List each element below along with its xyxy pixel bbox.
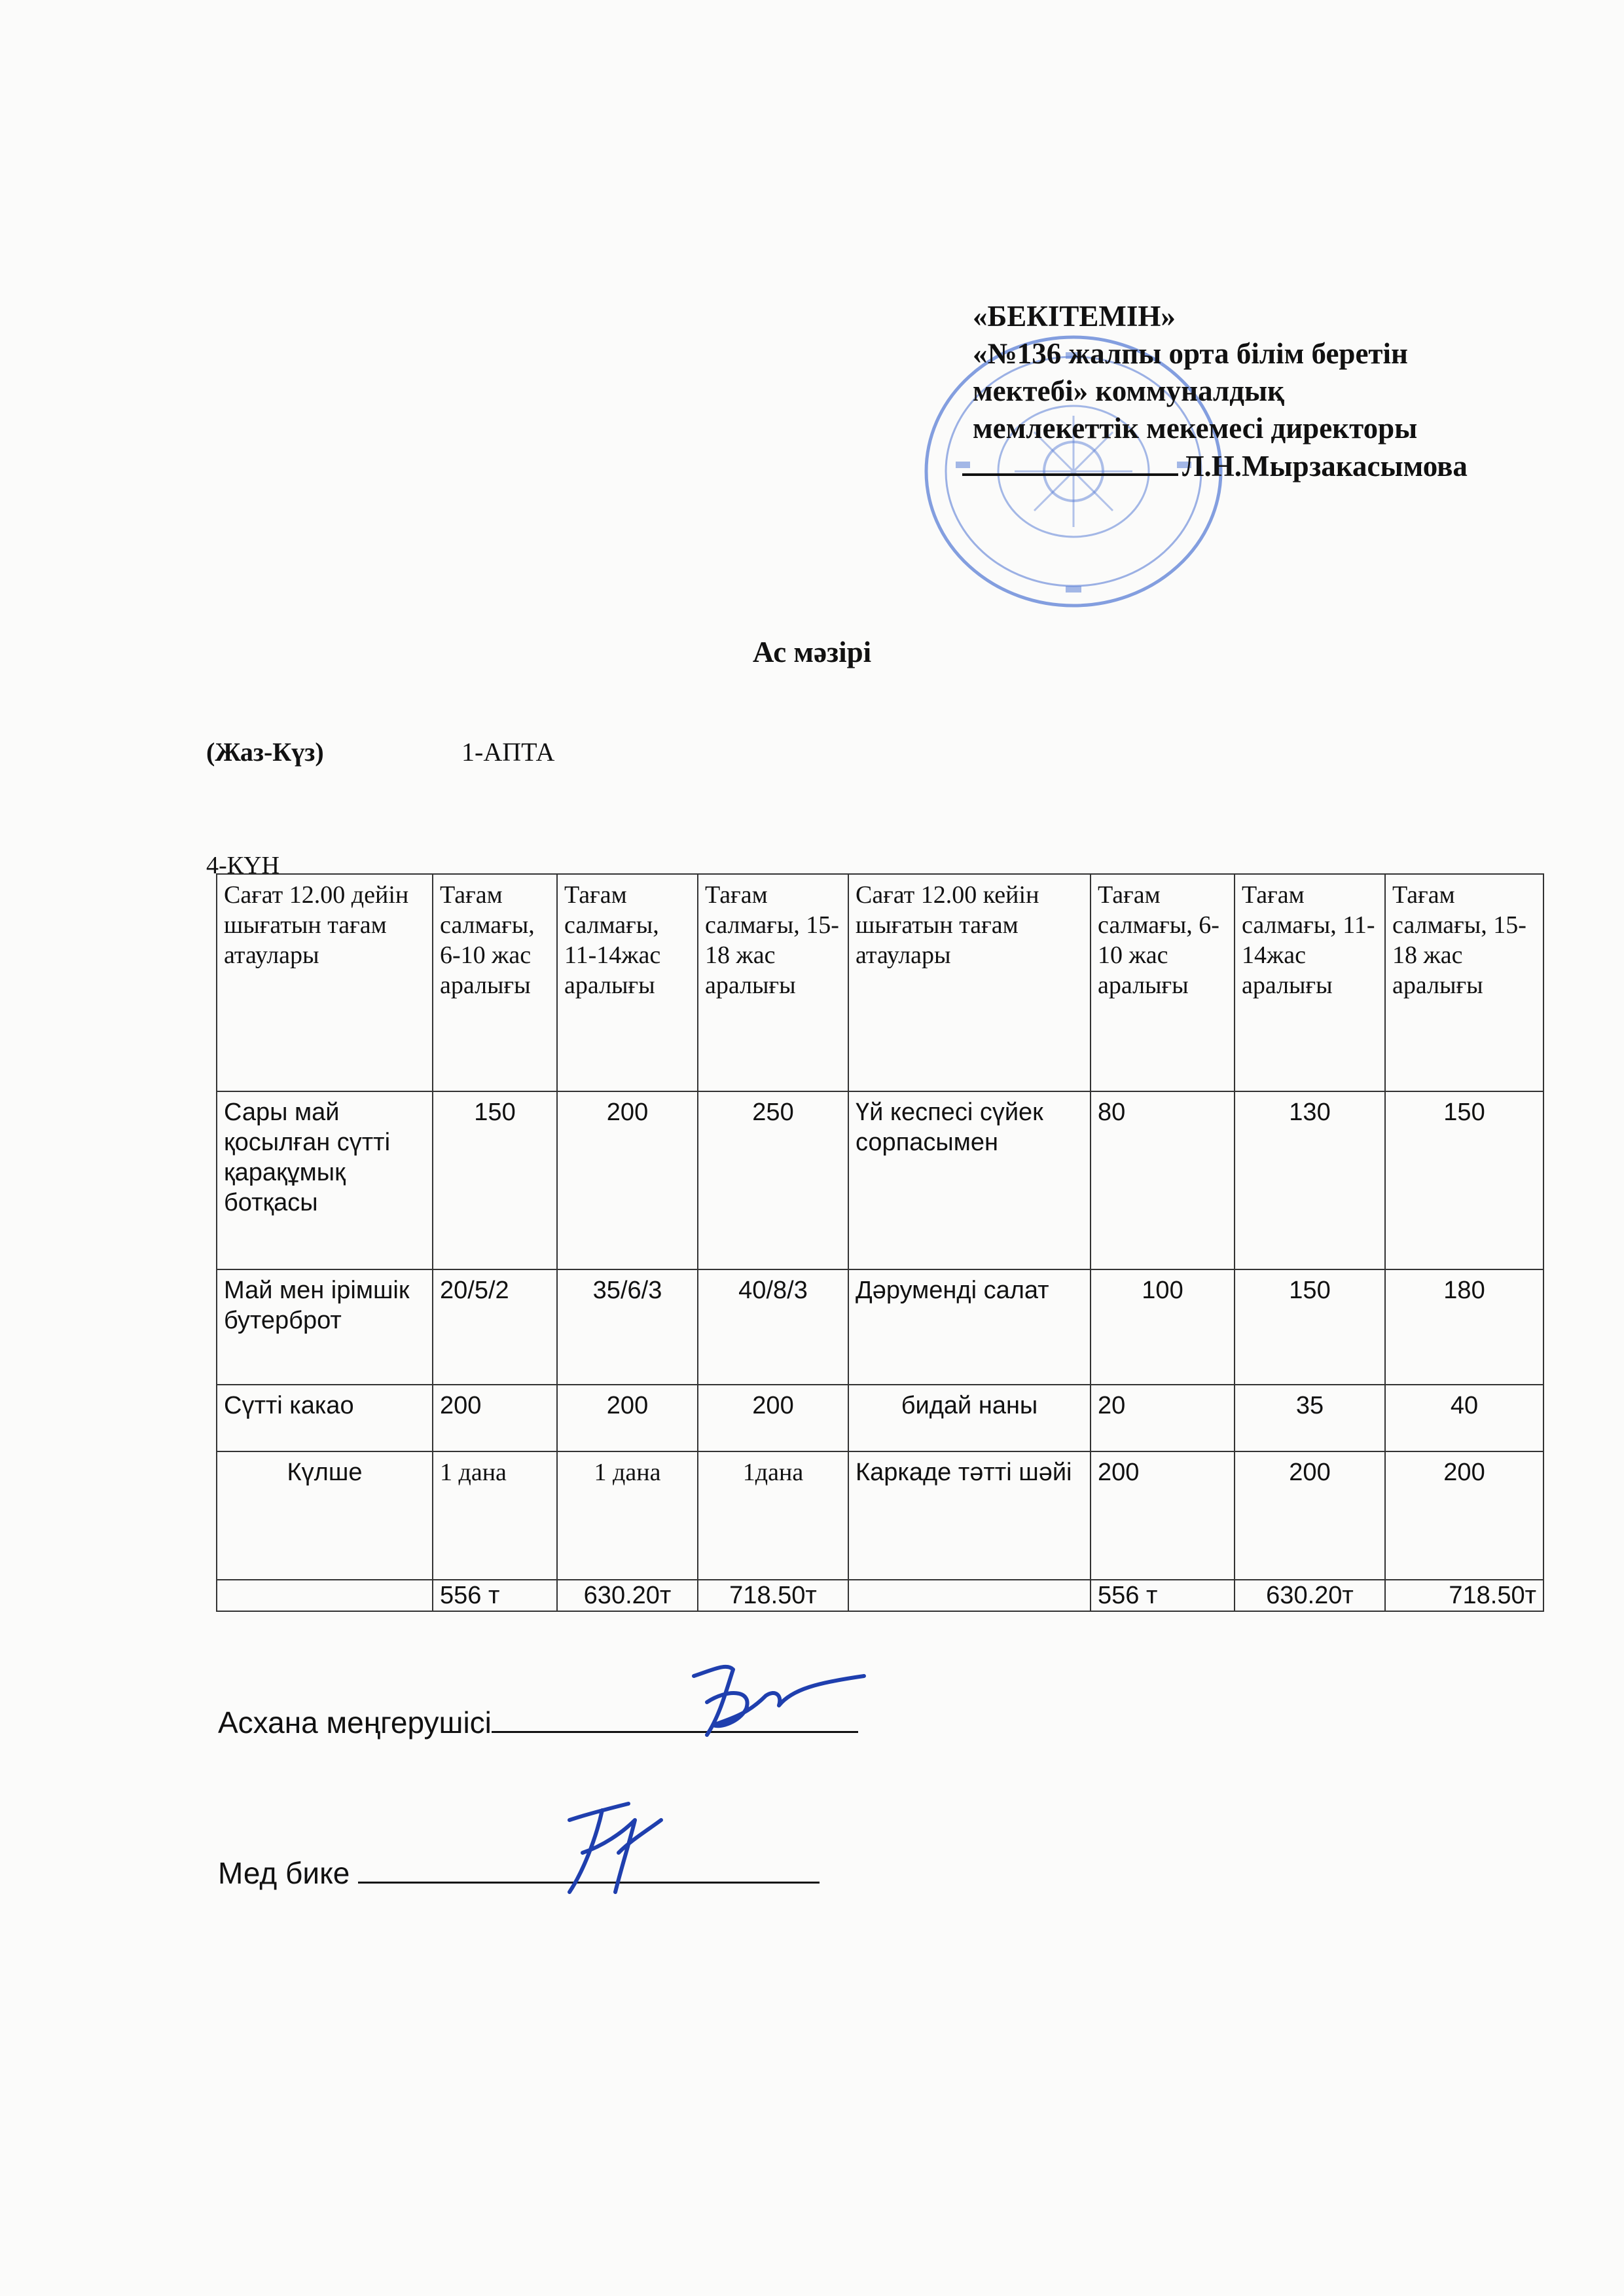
header-cell: Тағам салмағы, 6-10 жас аралығы — [1091, 874, 1235, 1091]
table-cell: 200 — [557, 1091, 698, 1269]
approval-line-3: мемлекеттік мекемесі директоры — [973, 412, 1418, 445]
table-cell: 1дана — [698, 1451, 848, 1580]
table-cell: 150 — [1235, 1269, 1385, 1385]
table-cell: 20 — [1091, 1385, 1235, 1451]
nurse-signature-row — [218, 1853, 820, 1891]
table-row — [217, 1091, 1543, 1269]
table-row — [217, 1451, 1543, 1580]
table-cell: Үй кеспесі сүйек сорпасымен — [848, 1091, 1091, 1269]
table-cell: Дәруменді салат — [848, 1269, 1091, 1385]
header-cell: Тағам салмағы, 11-14жас аралығы — [557, 874, 698, 1091]
table-cell: Күлше — [217, 1451, 433, 1580]
table-row — [217, 1385, 1543, 1451]
total-cell — [848, 1580, 1091, 1611]
total-cell: 718.50т — [1385, 1580, 1543, 1611]
table-cell: 250 — [698, 1091, 848, 1269]
table-cell: Май мен ірімшік бутерброт — [217, 1269, 433, 1385]
table-cell: 150 — [433, 1091, 557, 1269]
director-signature-row — [962, 447, 1578, 485]
table-cell: 40/8/3 — [698, 1269, 848, 1385]
menu-table — [216, 873, 1544, 1612]
table-cell: 200 — [1091, 1451, 1235, 1580]
table-cell: бидай наны — [848, 1385, 1091, 1451]
table-cell: 200 — [1385, 1451, 1543, 1580]
total-cell: 630.20т — [1235, 1580, 1385, 1611]
table-cell: 35 — [1235, 1385, 1385, 1451]
week-label: 1-АПТА — [461, 737, 555, 767]
table-cell: 200 — [698, 1385, 848, 1451]
approval-heading: «БЕКІТЕМІН» — [973, 300, 1176, 333]
nurse-label: Мед бике — [218, 1856, 350, 1890]
director-signature-line — [962, 447, 1178, 476]
header-cell: Сағат 12.00 дейін шығатын тағам атаулары — [217, 874, 433, 1091]
table-cell: 1 дана — [433, 1451, 557, 1580]
approval-line-1: «№136 жалпы орта білім беретін — [973, 337, 1408, 370]
table-cell: Сары май қосылған сүтті қарақұмық ботқасы — [217, 1091, 433, 1269]
table-totals-row — [217, 1580, 1543, 1611]
season-label: (Жаз-Күз) — [206, 737, 324, 767]
total-cell: 630.20т — [557, 1580, 698, 1611]
table-cell: 100 — [1091, 1269, 1235, 1385]
table-cell: 1 дана — [557, 1451, 698, 1580]
total-cell: 556 т — [433, 1580, 557, 1611]
table-cell: 130 — [1235, 1091, 1385, 1269]
page-title: Ас мәзірі — [752, 636, 872, 668]
header-cell: Тағам салмағы, 11-14жас аралығы — [1235, 874, 1385, 1091]
nurse-signature-icon — [556, 1794, 668, 1899]
table-cell: 35/6/3 — [557, 1269, 698, 1385]
table-cell: 150 — [1385, 1091, 1543, 1269]
approval-block — [962, 298, 1578, 485]
header-cell: Тағам салмағы, 15-18 жас аралығы — [698, 874, 848, 1091]
table-cell: 180 — [1385, 1269, 1543, 1385]
table-row — [217, 1269, 1543, 1385]
approval-line-2: мектебі» коммуналдық — [973, 374, 1285, 407]
table-cell: 80 — [1091, 1091, 1235, 1269]
table-cell: 200 — [1235, 1451, 1385, 1580]
director-name: Л.Н.Мырзакасымова — [1182, 450, 1468, 483]
total-cell: 718.50т — [698, 1580, 848, 1611]
table-cell: 40 — [1385, 1385, 1543, 1451]
canteen-head-label: Асхана меңгерушісі — [218, 1705, 492, 1740]
total-cell — [217, 1580, 433, 1611]
header-cell: Тағам салмағы, 15-18 жас аралығы — [1385, 874, 1543, 1091]
total-cell: 556 т — [1091, 1580, 1235, 1611]
table-cell: 20/5/2 — [433, 1269, 557, 1385]
canteen-head-signature-icon — [668, 1650, 871, 1741]
table-cell: Сүтті какао — [217, 1385, 433, 1451]
table-cell: 200 — [433, 1385, 557, 1451]
day-label: 4-КҮН — [206, 852, 280, 879]
table-cell: Каркаде тәтті шәйі — [848, 1451, 1091, 1580]
table-header-row — [217, 874, 1543, 1091]
header-cell: Тағам салмағы, 6-10 жас аралығы — [433, 874, 557, 1091]
header-cell: Сағат 12.00 кейін шығатын тағам атаулары — [848, 874, 1091, 1091]
table-cell: 200 — [557, 1385, 698, 1451]
